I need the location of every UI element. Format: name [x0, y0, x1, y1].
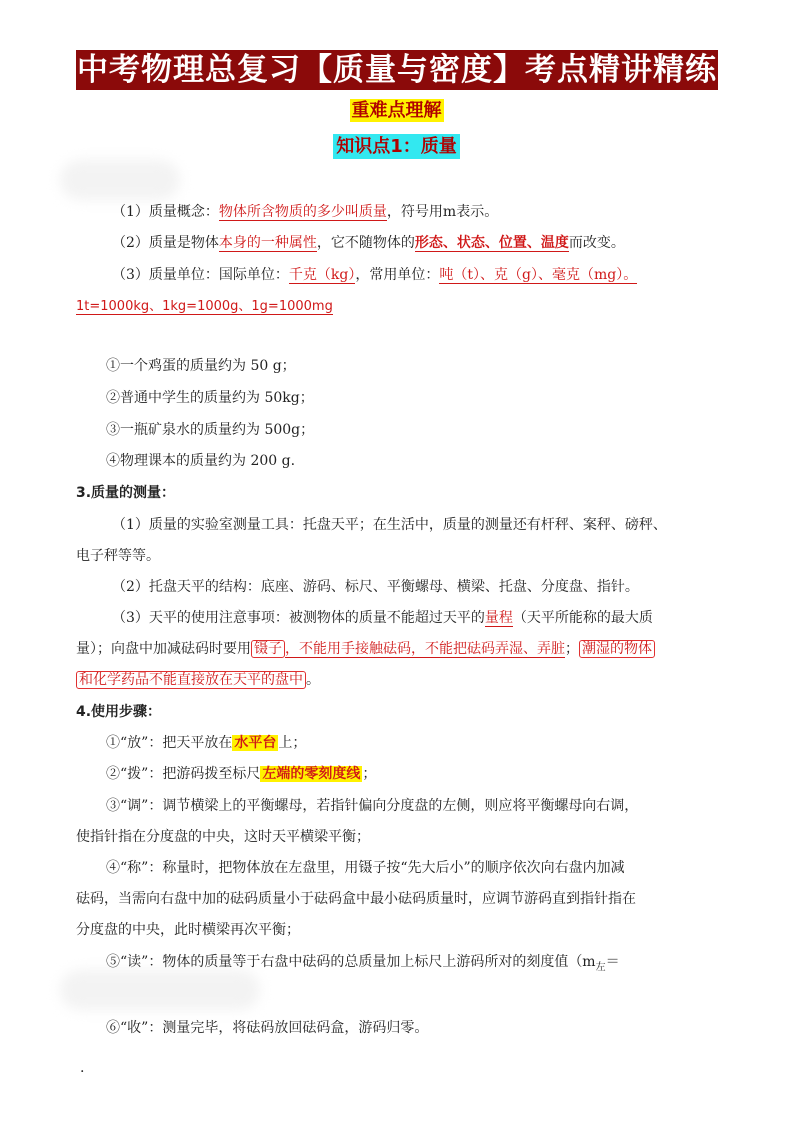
- balance-notes-line3: [76, 670, 320, 690]
- step-place: [106, 733, 306, 753]
- paragraph-mass-concept: [112, 202, 498, 222]
- key-phrase: 和化学药品不能直接放在天平的盘中: [76, 671, 306, 689]
- text: ①“放”：把天平放在: [106, 735, 233, 751]
- highlight: 水平台: [234, 735, 277, 751]
- example-item: ①一个鸡蛋的质量约为 50 g；: [106, 358, 296, 374]
- step-weigh-line1: ④“称”：称量时，把物体放在左盘里，用镊子按“先大后小”的顺序依次向右盘内加减: [106, 860, 625, 876]
- key-phrase: 镊子: [251, 640, 285, 658]
- section-heading-text: 重难点理解: [351, 100, 442, 121]
- step-move-rider: [106, 764, 376, 784]
- section-heading-measurement: 3.质量的测量：: [76, 485, 176, 501]
- text: 上；: [278, 735, 307, 751]
- key-phrase: 潮湿的物体: [579, 640, 655, 658]
- text: 量）；向盘中加减砝码时要用: [76, 641, 251, 657]
- text: （天平所能称的最大质: [512, 610, 653, 626]
- text: ；: [565, 641, 579, 657]
- text: ，常用单位：: [355, 267, 440, 283]
- section-heading: [0, 96, 793, 122]
- scan-smudge: [60, 160, 180, 200]
- text: ②“拨”：把游码拨至标尺: [106, 766, 261, 782]
- text: （3）质量单位：国际单位：: [112, 267, 289, 283]
- key-phrase: 形态、状态、位置、温度: [414, 235, 569, 251]
- step-weigh-line3: 分度盘的中央，此时横梁再次平衡；: [76, 922, 300, 938]
- key-definition: 物体所含物质的多少叫质量: [218, 204, 387, 220]
- key-phrase: ，不能用手接触砝码，不能把砝码弄湿、弄脏: [285, 641, 565, 657]
- step-read: [106, 952, 620, 978]
- text: ＝: [605, 954, 620, 970]
- text: 。: [306, 672, 320, 688]
- subscript: 左: [595, 961, 606, 973]
- text: ⑤“读”：物体的质量等于右盘中砝码的总质量加上标尺上游码所对的刻度值（m: [106, 954, 596, 970]
- section-heading-steps: 4.使用步骤：: [76, 704, 162, 720]
- example-item: ③一瓶矿泉水的质量约为 500g；: [106, 422, 315, 438]
- unit-conversion-text: 1t=1000kg、1kg=1000g、1g=1000mg: [76, 299, 333, 314]
- page-title: 中考物理总复习【质量与密度】考点精讲精练: [77, 52, 717, 88]
- highlight: 左端的零刻度线: [262, 766, 361, 782]
- text: ，它不随物体的: [316, 235, 415, 251]
- text: （3）天平的使用注意事项：被测物体的质量不能超过天平的: [112, 610, 485, 626]
- balance-notes-line1: [112, 608, 653, 628]
- text: ；: [362, 766, 377, 782]
- measurement-tools-line2: 电子秤等等。: [76, 548, 160, 564]
- balance-structure: （2）托盘天平的结构：底座、游码、标尺、平衡螺母、横梁、托盘、分度盘、指针。: [112, 579, 639, 595]
- key-phrase: 本身的一种属性: [218, 235, 317, 251]
- step-adjust-line1: ③“调”：调节横梁上的平衡螺母，若指针偏向分度盘的左侧，则应将平衡螺母向右调，: [106, 798, 639, 814]
- stray-dot: .: [80, 1060, 85, 1076]
- measurement-tools-line1: （1）质量的实验室测量工具：托盘天平；在生活中，质量的测量还有杆秤、案秤、磅秤、: [112, 517, 667, 533]
- example-item: ④物理课本的质量约为 200 g.: [106, 453, 296, 469]
- step-weigh-line2: 砝码，当需向右盘中加的砝码质量小于砝码盒中最小砝码质量时，应调节游码直到指针指在: [76, 891, 636, 907]
- balance-notes-line2: [76, 639, 655, 659]
- knowledge-point-heading: [0, 132, 793, 158]
- paragraph-mass-units: [112, 265, 637, 285]
- text: （1）质量概念：: [112, 204, 219, 220]
- knowledge-point-text: 知识点1：质量: [333, 134, 460, 159]
- text: ，符号用m表示。: [386, 204, 499, 220]
- example-item: ②普通中学生的质量约为 50kg；: [106, 390, 314, 406]
- text: （2）质量是物体: [112, 235, 219, 251]
- step-adjust-line2: 使指针指在分度盘的中央，这时天平横梁平衡；: [76, 829, 370, 845]
- key-phrase: 千克（kg）: [288, 267, 356, 283]
- unit-conversion: [76, 296, 333, 317]
- paragraph-mass-property: [112, 233, 625, 253]
- text: 而改变。: [568, 235, 625, 251]
- key-phrase: 量程: [484, 610, 513, 626]
- step-store: ⑥“收”：测量完毕，将砝码放回砝码盒，游码归零。: [106, 1020, 429, 1036]
- key-phrase: 吨（t）、克（g）、毫克（mg）。: [439, 267, 638, 283]
